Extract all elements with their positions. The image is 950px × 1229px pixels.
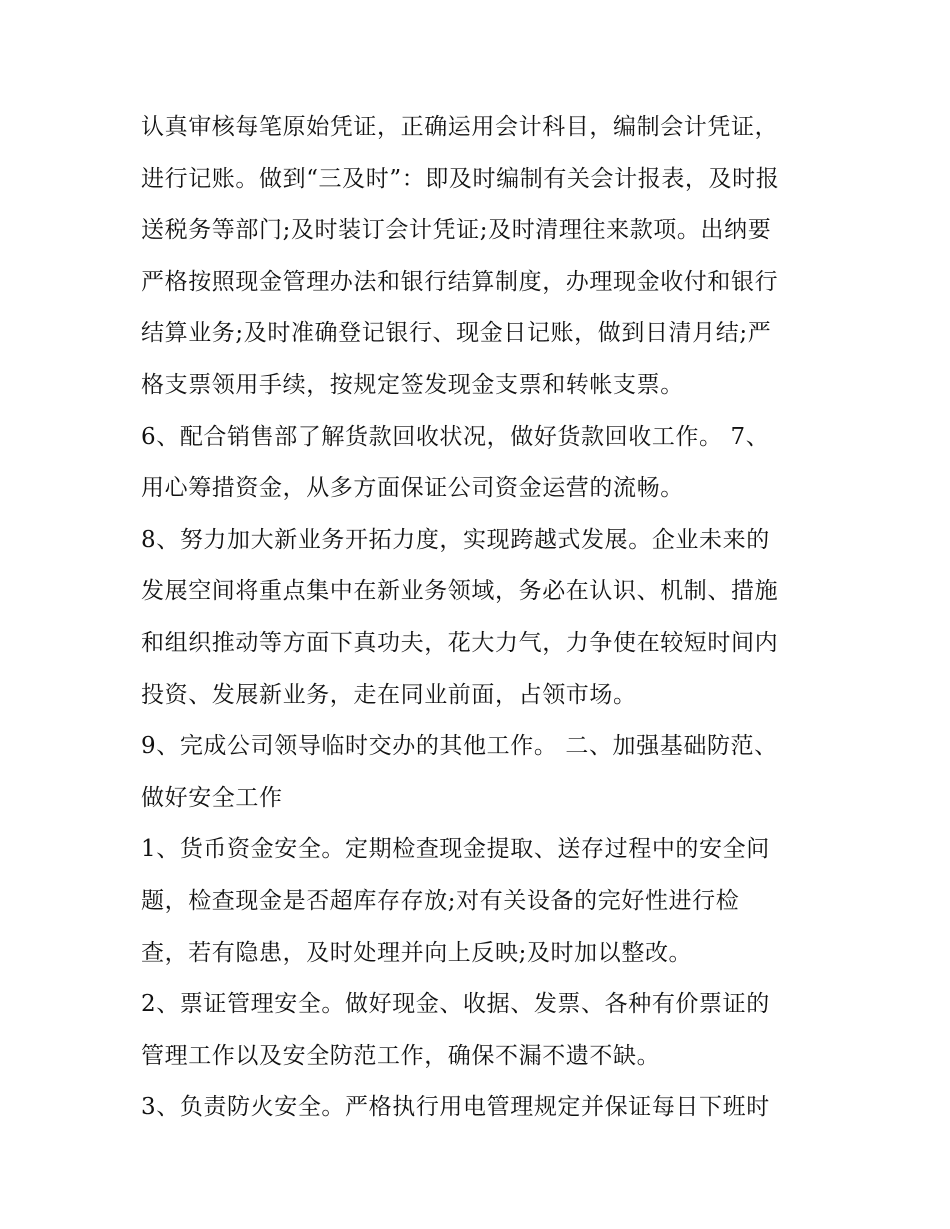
text-line: 用心筹措资金，从多方面保证公司资金运营的流畅。 [141, 475, 684, 502]
text-line: 严格按照现金管理办法和银行结算制度，办理现金收付和银行 [141, 268, 779, 295]
text-line: 9、完成公司领导临时交办的其他工作。 二、加强基础防范、 [141, 733, 778, 760]
text-line: 认真审核每笔原始凭证，正确运用会计科目，编制会计凭证， [141, 114, 779, 140]
text-line: 管理工作以及安全防范工作，确保不漏不遗不缺。 [141, 1042, 661, 1069]
text-line: 1、货币资金安全。定期检查现金提取、送存过程中的安全问 [141, 836, 770, 863]
text-line: 发展空间将重点集中在新业务领域，务必在认识、机制、措施 [141, 578, 779, 605]
body-text [141, 102, 841, 1134]
text-line: 题，检查现金是否超库存存放;对有关设备的完好性进行检 [141, 887, 740, 914]
text-line: 3、负责防火安全。严格执行用电管理规定并保证每日下班时 [141, 1094, 770, 1121]
text-line: 格支票领用手续，按规定签发现金支票和转帐支票。 [141, 371, 684, 398]
text-line: 2、票证管理安全。做好现金、收据、发票、各种有价票证的 [141, 991, 770, 1018]
text-line: 送税务等部门;及时装订会计凭证;及时清理往来款项。出纳要 [141, 217, 772, 244]
text-line: 做好安全工作 [141, 784, 283, 811]
text-line: 8、努力加大新业务开拓力度，实现跨越式发展。企业未来的 [141, 526, 770, 553]
text-line: 6、配合销售部了解货款回收状况，做好货款回收工作。 7、 [141, 423, 770, 450]
text-line: 和组织推动等方面下真功夫，花大力气，力争使在较短时间内 [141, 629, 779, 656]
text-line: 结算业务;及时准确登记银行、现金日记账，做到日清月结;严 [141, 320, 772, 347]
text-line: 查，若有隐患，及时处理并向上反映;及时加以整改。 [141, 939, 693, 966]
text-line: 投资、发展新业务，走在同业前面，占领市场。 [141, 681, 637, 708]
text-line: 进行记账。做到“三及时”：即及时编制有关会计报表，及时报 [141, 165, 780, 192]
